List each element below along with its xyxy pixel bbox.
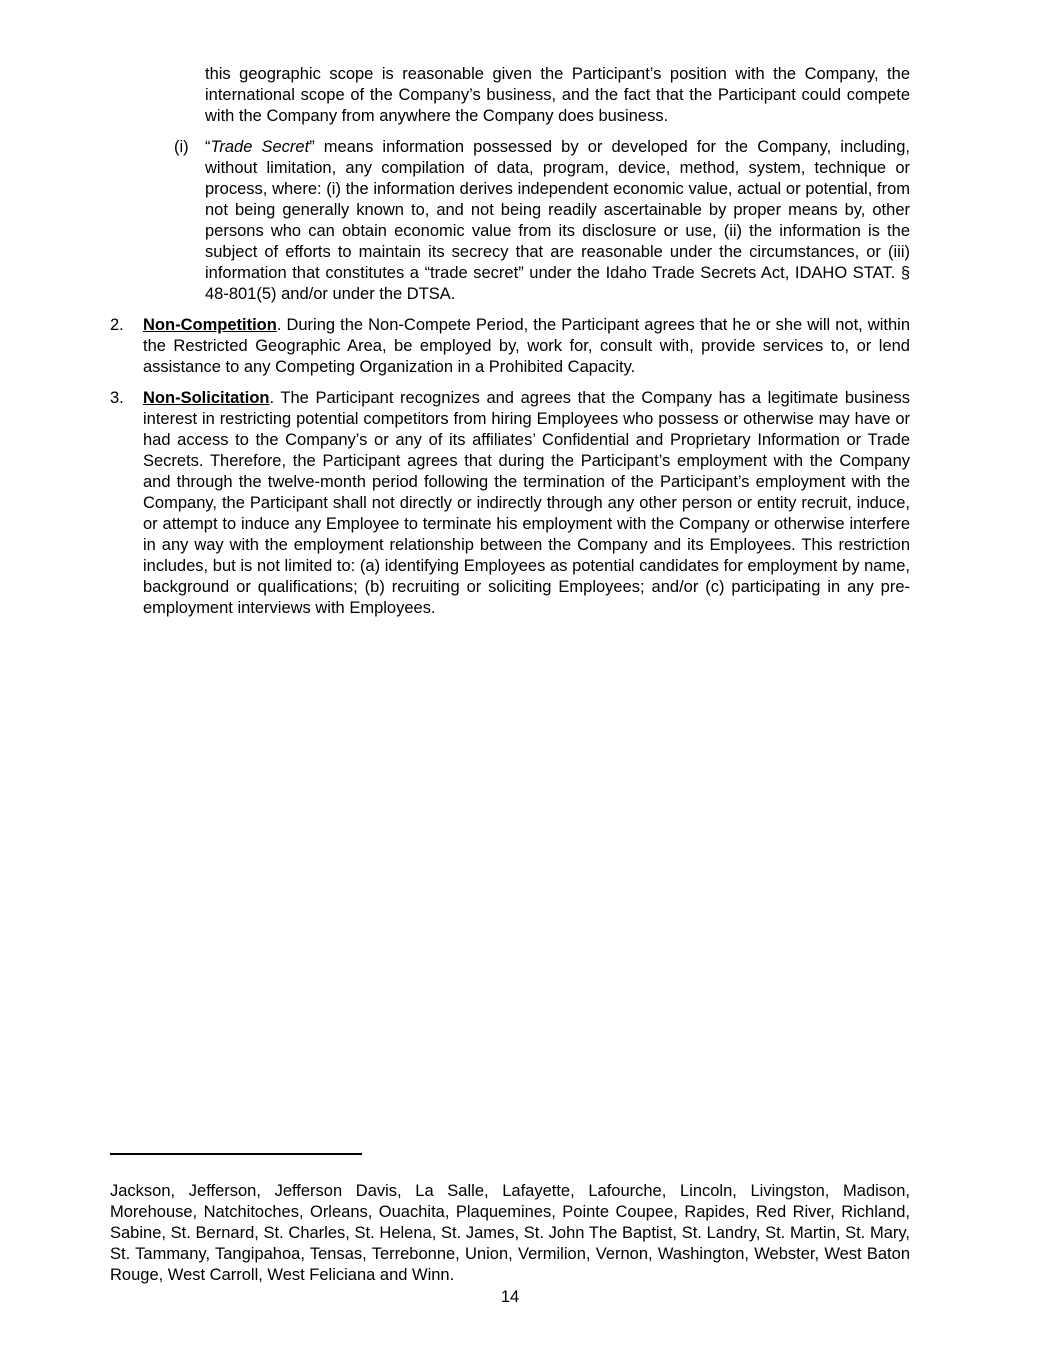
text-segment: Non-Solicitation (143, 389, 270, 407)
text-segment: . The Participant recognizes and agrees that the Company has a legitimate business interest in restricting potential competitors from hiring Employees who possess or otherwise may have or had access to the Company’s or any of its affiliates’ Confidential and Proprietary Information or Trade Secrets. Therefore, the Participant agrees that during the Participant’s employment with the Company and through the twelve-month period following the termination of the Participant’s employment with the Company, the Participant shall not directly or indirectly through any other person or entity recruit, induce, or attempt to induce any Employee to terminate his employment with the Company or otherwise interfere in any way with the employment relationship between the Company and its Employees. This restriction includes, but is not limited to: (a) identifying Employees as potential candidates for employment by name, background or qualifications; (b) recruiting or soliciting Employees; and/or (c) participating in any pre-employment interviews with Employees. (143, 389, 910, 617)
page-number: 14 (500, 1288, 520, 1306)
definition-item-text (205, 138, 910, 303)
text-segment: this geographic scope is reasonable given the Participant’s position with the Company, the international scope of the Company’s business, and the fact that the Participant could compete with the Company from anywhere the Company does business. (205, 65, 910, 125)
text-segment: ” means information possessed by or developed for the Company, including, without limitation, any compilation of data, program, device, method, system, technique or process, where: (i) the information derives independent economic value, actual or potential, from not being generally known to, and not being readily ascertainable by proper means by, other persons who can obtain economic value from its disclosure or use, (ii) the information is the subject of efforts to maintain its secrecy that are reasonable under the circumstances, or (iii) information that constitutes a “trade secret” under the Idaho Trade Secrets Act, IDAHO STAT. § 48-801(5) and/or under the DTSA. (205, 138, 910, 303)
continuation-paragraph (205, 64, 910, 127)
section-number: 3. (110, 389, 124, 407)
text-segment: . During the Non-Compete Period, the Participant agrees that he or she will not, within the Restricted Geographic Area, be employed by, work for, consult with, provide services to, or lend assistance to any Competing Organization in a Prohibited Capacity. (143, 316, 910, 376)
text-segment: Trade Secret (210, 138, 310, 156)
body-content (110, 64, 910, 629)
definition-item-i (110, 137, 910, 305)
text-segment: Non-Competition (143, 316, 277, 334)
text-segment: “ (205, 138, 211, 156)
section-item-non-solicitation (110, 388, 910, 619)
definition-item-label: (i) (174, 138, 189, 156)
section-text (143, 389, 910, 617)
footnote-separator-line (110, 1153, 362, 1155)
footnote-text: Jackson, Jefferson, Jefferson Davis, La Salle, Lafayette, Lafourche, Lincoln, Livingston, Madison, Morehouse, Natchitoches, Orleans, Ouachita, Plaquemines, Pointe Coupee, Rapides, Red River, Richland, Sabine, St. Bernard, St. Charles, St. Helena, St. James, St. John The Baptist, St. Landry, St. Martin, St. Mary, St. Tammany, Tangipahoa, Tensas, Terrebonne, Union, Vermilion, Vernon, Washington, Webster, West Baton Rouge, West Carroll, West Feliciana and Winn. (110, 1182, 910, 1284)
section-item-non-competition (110, 315, 910, 378)
section-number: 2. (110, 316, 124, 334)
section-text (143, 316, 910, 376)
